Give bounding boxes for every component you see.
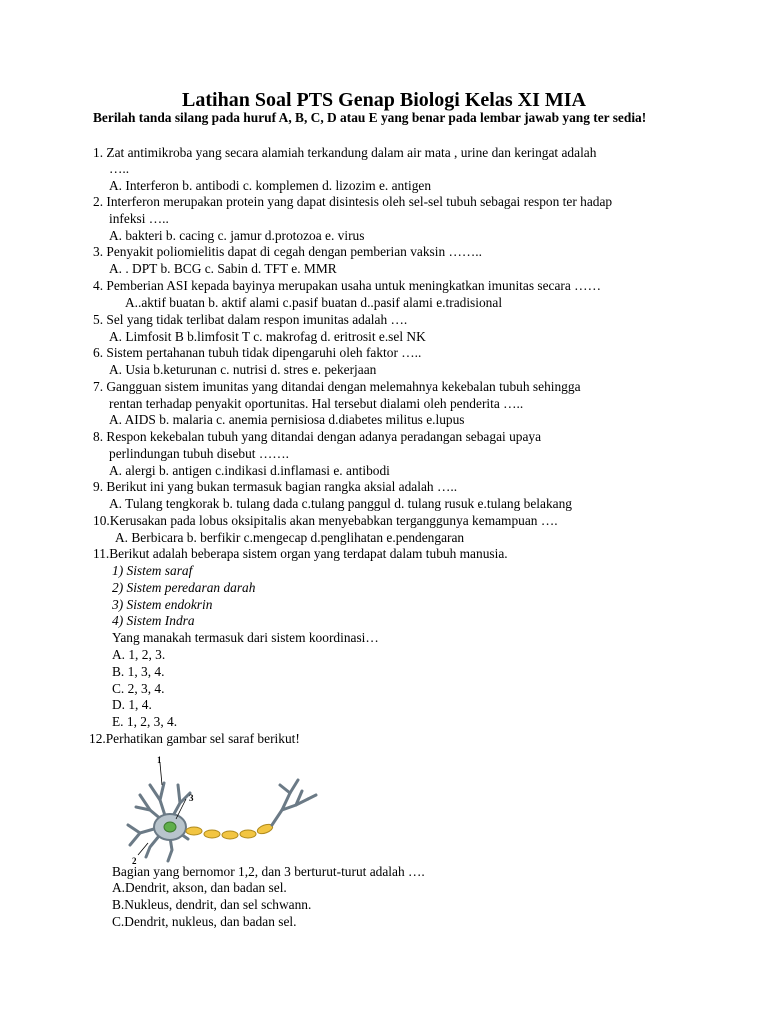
question-4-text: 4. Pemberian ASI kepada bayinya merupakan usaha untuk meningkatkan imunitas secara …… [93, 278, 601, 293]
question-11-item-4: 4) Sistem Indra [112, 613, 195, 628]
question-11-item-1: 1) Sistem saraf [112, 563, 193, 578]
instruction-text: Berilah tanda silang pada huruf A, B, C, D atau E yang benar pada lembar jawab yang ter sedia! [93, 110, 647, 125]
question-6-text: 6. Sistem pertahanan tubuh tidak dipengaruhi oleh faktor ….. [93, 345, 422, 360]
question-8-options: A. alergi b. antigen c.indikasi d.inflamasi e. antibodi [109, 463, 390, 478]
question-1-text-cont: ….. [109, 161, 130, 176]
label-3: 3 [189, 793, 194, 803]
question-11-option-d: D. 1, 4. [112, 697, 152, 712]
question-10-options: A. Berbicara b. berfikir c.mengecap d.penglihatan e.pendengaran [115, 530, 465, 545]
question-7-options: A. AIDS b. malaria c. anemia pernisiosa d.diabetes militus e.lupus [109, 412, 465, 427]
question-7-text-cont: rentan terhadap penyakit oportunitas. Hal tersebut dialami oleh penderita ….. [109, 396, 524, 411]
question-5-options: A. Limfosit B b.limfosit T c. makrofag d. eritrosit e.sel NK [109, 329, 426, 344]
question-12-option-b: B.Nukleus, dendrit, dan sel schwann. [112, 897, 312, 912]
question-11-item-3: 3) Sistem endokrin [112, 597, 213, 612]
question-4-options: A..aktif buatan b. aktif alami c.pasif buatan d..pasif alami e.tradisional [125, 295, 503, 310]
question-11-item-2: 2) Sistem peredaran darah [112, 580, 256, 595]
question-11-option-a: A. 1, 2, 3. [112, 647, 166, 662]
page-title: Latihan Soal PTS Genap Biologi Kelas XI MIA [182, 89, 586, 111]
question-11-option-c: C. 2, 3, 4. [112, 681, 165, 696]
label-1: 1 [157, 755, 162, 765]
question-3-options: A. . DPT b. BCG c. Sabin d. TFT e. MMR [109, 261, 337, 276]
question-12-option-a: A.Dendrit, akson, dan badan sel. [112, 880, 287, 895]
question-11-prompt: Yang manakah termasuk dari sistem koordinasi… [112, 630, 379, 645]
neuron-diagram [120, 755, 340, 865]
question-1-options: A. Interferon b. antibodi c. komplemen d. lizozim e. antigen [109, 178, 432, 193]
label-2: 2 [132, 856, 137, 865]
question-8-text-cont: perlindungan tubuh disebut ……. [109, 446, 290, 461]
myelin-sheath [186, 823, 274, 839]
question-3-text: 3. Penyakit poliomielitis dapat di cegah dengan pemberian vaksin …….. [93, 244, 482, 259]
question-11-text: 11.Berikut adalah beberapa sistem organ yang terdapat dalam tubuh manusia. [93, 546, 508, 561]
question-8-text: 8. Respon kekebalan tubuh yang ditandai dengan adanya peradangan sebagai upaya [93, 429, 542, 444]
question-2-options: A. bakteri b. cacing c. jamur d.protozoa e. virus [109, 228, 365, 243]
question-6-options: A. Usia b.keturunan c. nutrisi d. stres e. pekerjaan [109, 362, 377, 377]
nucleus [164, 822, 176, 832]
question-2-text-cont: infeksi ….. [109, 211, 169, 226]
label-1-pointer [160, 763, 162, 785]
question-11-option-e: E. 1, 2, 3, 4. [112, 714, 178, 729]
axon-terminal [272, 780, 316, 825]
question-9-options: A. Tulang tengkorak b. tulang dada c.tulang panggul d. tulang rusuk e.tulang belakang [109, 496, 573, 511]
question-12-text: 12.Perhatikan gambar sel saraf berikut! [89, 731, 300, 746]
question-1-text: 1. Zat antimikroba yang secara alamiah terkandung dalam air mata , urine dan keringat adalah [93, 145, 597, 160]
question-12-option-c: C.Dendrit, nukleus, dan badan sel. [112, 914, 297, 929]
question-9-text: 9. Berikut ini yang bukan termasuk bagian rangka aksial adalah ….. [93, 479, 458, 494]
question-10-text: 10.Kerusakan pada lobus oksipitalis akan menyebabkan terganggunya kemampuan …. [93, 513, 558, 528]
question-11-option-b: B. 1, 3, 4. [112, 664, 165, 679]
question-2-text: 2. Interferon merupakan protein yang dapat disintesis oleh sel-sel tubuh sebagai respon ter hadap [93, 194, 613, 209]
question-12-prompt: Bagian yang bernomor 1,2, dan 3 berturut-turut adalah …. [112, 864, 425, 879]
question-5-text: 5. Sel yang tidak terlibat dalam respon imunitas adalah …. [93, 312, 408, 327]
question-7-text: 7. Gangguan sistem imunitas yang ditandai dengan melemahnya kekebalan tubuh sehingga [93, 379, 581, 394]
